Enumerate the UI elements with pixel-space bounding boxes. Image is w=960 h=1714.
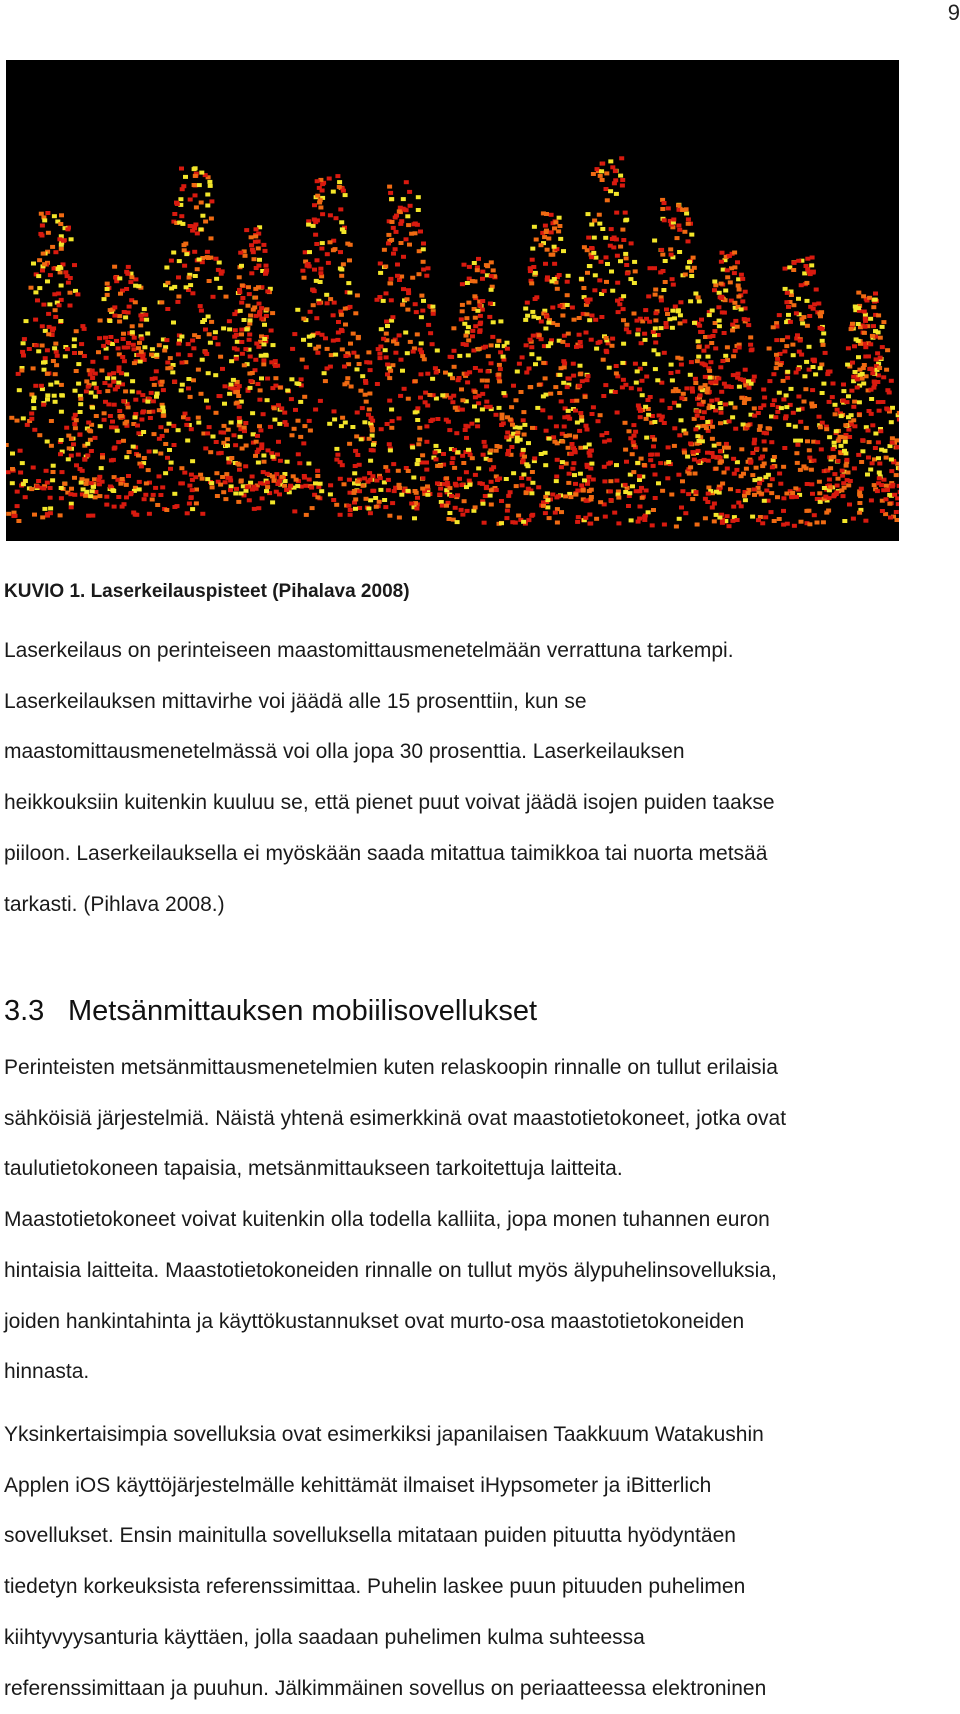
lidar-point-cloud-image (6, 60, 899, 541)
text-line: tarkasti. (Pihlava 2008.) (4, 892, 225, 916)
text-line: heikkouksiin kuitenkin kuuluu se, että pienet puut voivat jäädä isojen puiden taakse (4, 791, 775, 815)
text-line: sähköisiä järjestelmiä. Näistä yhtenä esimerkkinä ovat maastotietokoneet, jotka ovat (4, 1106, 787, 1130)
text-line: hinnasta. (4, 1360, 90, 1384)
lidar-figure (6, 60, 899, 541)
text-line: Laserkeilauksen mittavirhe voi jäädä alle 15 prosenttiin, kun se (4, 689, 587, 713)
text-line: Maastotietokoneet voivat kuitenkin olla todella kalliita, jopa monen tuhannen euron (4, 1208, 770, 1232)
text-line: taulutietokoneen tapaisia, metsänmittaukseen tarkoitettuja laitteita. (4, 1157, 623, 1181)
paragraph-lidar-accuracy (4, 626, 956, 930)
page-number: 9 (947, 0, 960, 25)
figure-caption: KUVIO 1. Laserkeilauspisteet (Pihalava 2008) (4, 581, 410, 602)
text-line: tiedetyn korkeuksista referenssimittaa. Puhelin laskee puun pituuden puhelimen (4, 1575, 746, 1599)
text-line: maastomittausmenetelmässä voi olla jopa 30 prosenttia. Laserkeilauksen (4, 740, 685, 764)
text-line: kiihtyvyysanturia käyttäen, jolla saadaan puhelimen kulma suhteessa (4, 1625, 645, 1649)
text-line: referenssimittaan ja puuhun. Jälkimmäinen sovellus on periaatteessa elektroninen (4, 1676, 767, 1700)
text-line: Applen iOS käyttöjärjestelmälle kehittämät ilmaiset iHypsometer ja iBitterlich (4, 1473, 712, 1497)
section-heading (4, 991, 537, 1031)
section-number: 3.3 (4, 995, 45, 1027)
section-title: Metsänmittauksen mobiilisovellukset (68, 995, 538, 1027)
text-line: hintaisia laitteita. Maastotietokoneiden rinnalle on tullut myös älypuhelinsovelluksia, (4, 1258, 777, 1282)
paragraph-electronic-systems (4, 1043, 956, 1398)
text-line: joiden hankintahinta ja käyttökustannukset ovat murto-osa maastotietokoneiden (4, 1309, 745, 1333)
text-line: piiloon. Laserkeilauksella ei myöskään saada mitattua taimikkoa tai nuorta metsää (4, 841, 768, 865)
text-line: Perinteisten metsänmittausmenetelmien kuten relaskoopin rinnalle on tullut erilaisia (4, 1056, 778, 1079)
paragraph-simple-apps (4, 1410, 956, 1714)
text-line: Laserkeilaus on perinteiseen maastomittausmenetelmään verrattuna tarkempi. (4, 639, 734, 662)
text-line: Yksinkertaisimpia sovelluksia ovat esimerkiksi japanilaisen Taakkuum Watakushin (4, 1423, 764, 1446)
text-line: sovellukset. Ensin mainitulla sovelluksella mitataan puiden pituutta hyödyntäen (4, 1524, 736, 1548)
